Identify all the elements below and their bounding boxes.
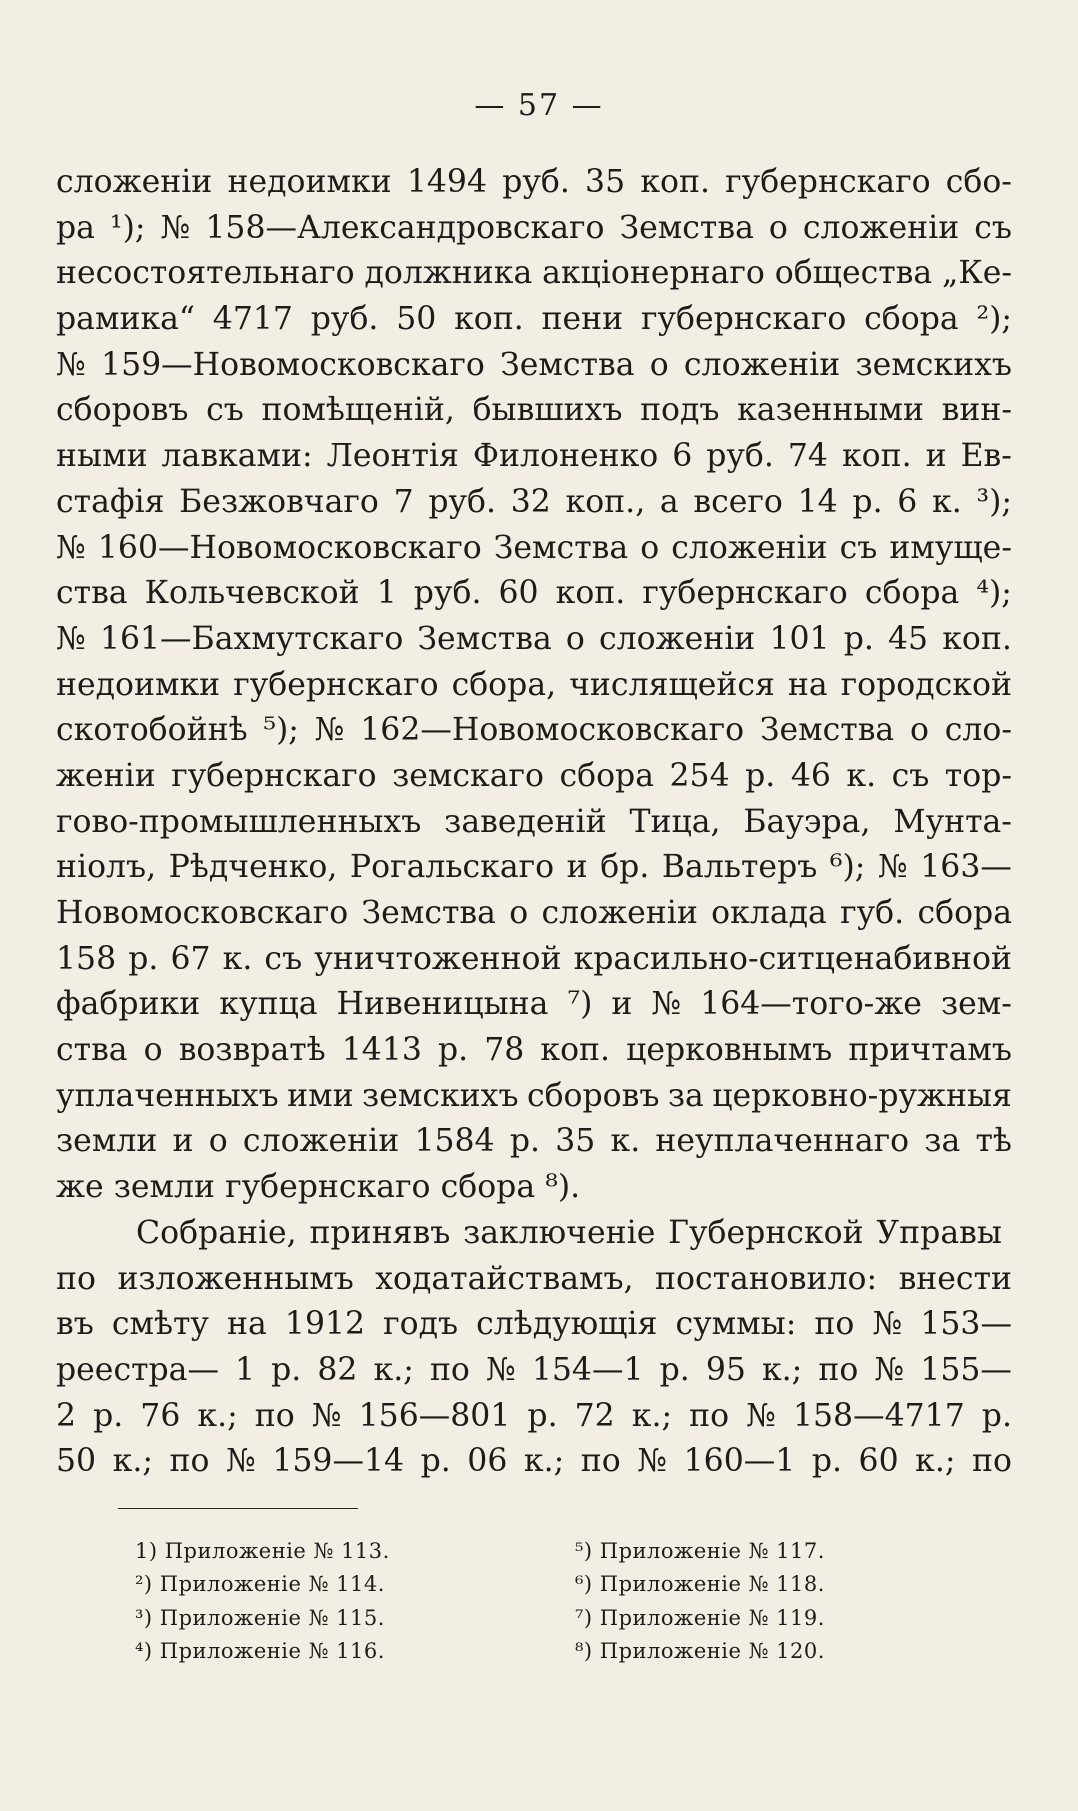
footnote: 1) Приложенiе № 113. xyxy=(135,1539,390,1563)
text-line: Собранiе, принявъ заключенiе Губернской Управы xyxy=(136,1214,1002,1251)
body-text xyxy=(56,160,1012,1485)
text-line: земли и о сложенiи 1584 р. 35 к. неуплаченнаго за тѣ xyxy=(56,1123,1012,1160)
footnote: ⁷) Приложенiе № 119. xyxy=(575,1605,825,1630)
text-line: 50 к.; по № 159—14 р. 06 к.; по № 160—1 р. 60 к.; по xyxy=(56,1443,1012,1480)
text-line: женiи губернскаго земскаго сбора 254 р. 46 к. съ тор- xyxy=(56,757,1012,794)
footnote: ⁸) Приложенiе № 120. xyxy=(575,1638,825,1663)
text-line: сложенiи недоимки 1494 руб. 35 коп. губернскаго сбо- xyxy=(56,164,1012,200)
text-line: фабрики купца Нивеницына ⁷) и № 164—того-же зем- xyxy=(56,986,1012,1023)
text-line: въ смѣту на 1912 годъ слѣдующiя суммы: по № 153— xyxy=(56,1306,1012,1343)
text-line: недоимки губернскаго сбора, числящейся на городской xyxy=(56,666,1012,703)
text-line: нiолъ, Рѣдченко, Рогальскаго и бр. Вальтеръ ⁶); № 163— xyxy=(56,849,1012,886)
footnote: ³) Приложенiе № 115. xyxy=(135,1605,385,1630)
text-line: № 160—Новомосковскаго Земства о сложенiи съ имуще- xyxy=(56,529,1012,566)
text-line: Новомосковскаго Земства о сложенiи оклада губ. сбора xyxy=(56,895,1012,931)
text-line: несостоятельнаго должника акцiонернаго общества „Ке- xyxy=(56,255,1012,292)
text-line: ства о возвратѣ 1413 р. 78 коп. церковнымъ причтамъ xyxy=(56,1032,1012,1069)
text-line: скотобойнѣ ⁵); № 162—Новомосковскаго Земства о сло- xyxy=(56,712,1012,749)
text-line: гово-промышленныхъ заведенiй Тица, Бауэра, Мунта- xyxy=(56,803,1012,840)
text-line: реестра— 1 р. 82 к.; по № 154—1 р. 95 к.; по № 155— xyxy=(56,1351,1012,1388)
page-number: — 57 — xyxy=(474,88,604,123)
text-line: ными лавками: Леонтiя Филоненко 6 руб. 74 коп. и Ев- xyxy=(56,438,1012,475)
footnotes-left-column xyxy=(135,1535,390,1668)
text-line: стафiя Безжовчаго 7 руб. 32 коп., а всего 14 р. 6 к. ³); xyxy=(56,483,1012,520)
text-line: № 159—Новомосковскаго Земства о сложенiи земскихъ xyxy=(56,346,1012,383)
footnote: ⁴) Приложенiе № 116. xyxy=(135,1638,385,1663)
footnote: ⁵) Приложенiе № 117. xyxy=(575,1539,825,1563)
text-line: ра ¹); № 158—Александровскаго Земства о сложенiи съ xyxy=(56,209,1012,246)
footnote: ⁶) Приложенiе № 118. xyxy=(575,1572,825,1597)
text-line: по изложеннымъ ходатайствамъ, постановило: внести xyxy=(56,1260,1012,1297)
text-line: ства Кольчевской 1 руб. 60 коп. губернскаго сбора ⁴); xyxy=(56,575,1012,612)
text-line: же земли губернскаго сбора ⁸). xyxy=(56,1169,581,1206)
text-line: рамика“ 4717 руб. 50 коп. пени губернскаго сбора ²); xyxy=(56,301,1012,338)
footnote-divider xyxy=(118,1508,358,1509)
text-line: сборовъ съ помѣщенiй, бывшихъ подъ казенными вин- xyxy=(56,392,1012,429)
text-line: уплаченныхъ ими земскихъ сборовъ за церковно-ружныя xyxy=(56,1077,1012,1114)
text-line: 158 р. 67 к. съ уничтоженной красильно-ситценабивной xyxy=(56,940,1012,977)
footnotes-right-column xyxy=(575,1535,825,1668)
text-line: 2 р. 76 к.; по № 156—801 р. 72 к.; по № 158—4717 р. xyxy=(56,1397,1012,1434)
text-line: № 161—Бахмутскаго Земства о сложенiи 101 р. 45 коп. xyxy=(56,620,1012,657)
footnote: ²) Приложенiе № 114. xyxy=(135,1572,385,1597)
